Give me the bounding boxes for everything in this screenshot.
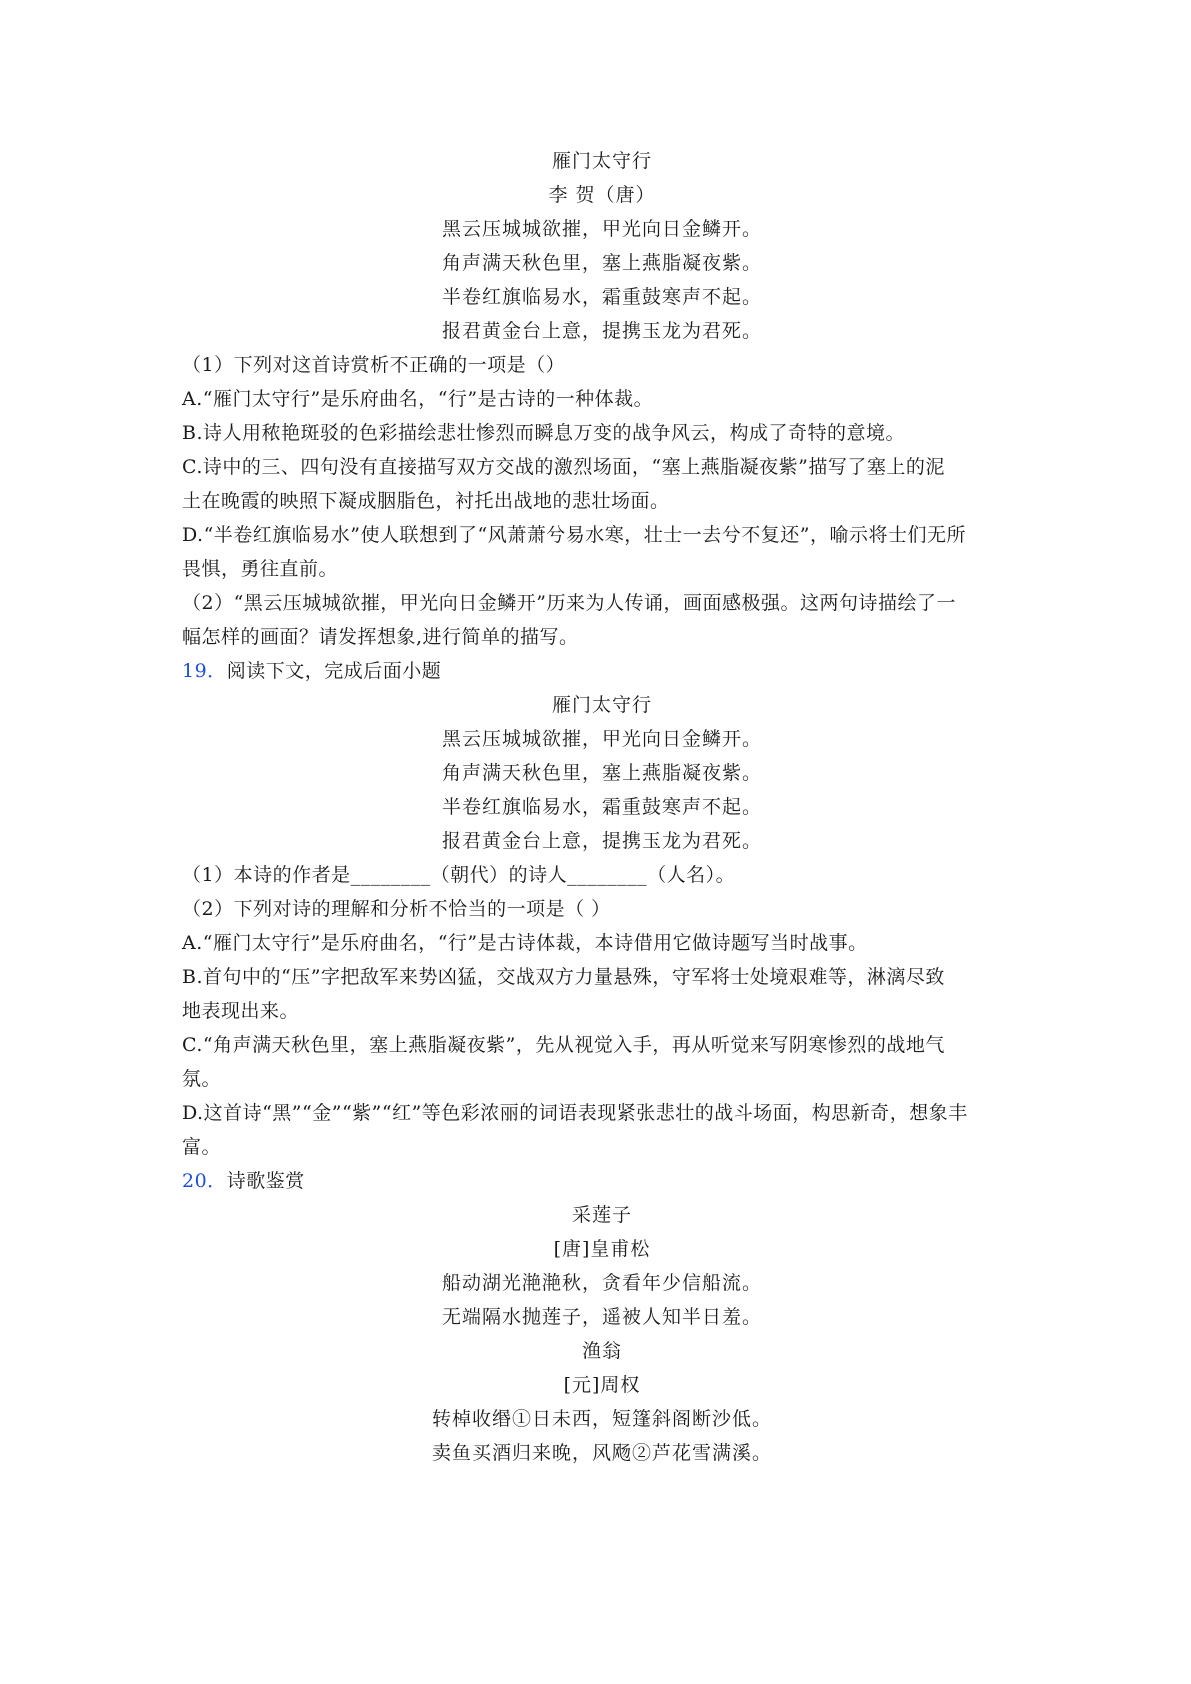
option-c-cont: 氛。 [182, 1068, 222, 1090]
poem-line: 船动湖光滟滟秋，贪看年少信船流。 [441, 1272, 762, 1294]
poem-line: 角声满天秋色里，塞上燕脂凝夜紫。 [441, 252, 762, 274]
poem-title: 雁门太守行 [551, 150, 652, 172]
poem-line: 黑云压城城欲摧，甲光向日金鳞开。 [441, 728, 762, 750]
poem-title: 雁门太守行 [551, 694, 652, 716]
option-c-cont: 土在晚霞的映照下凝成胭脂色，衬托出战地的悲壮场面。 [182, 490, 670, 512]
poem-title: 采莲子 [571, 1204, 632, 1226]
question-header [182, 1164, 1022, 1198]
option-a: A.“雁门太守行”是乐府曲名，“行”是古诗体裁，本诗借用它做诗题写当时战事。 [182, 932, 868, 954]
question-prompt: 诗歌鉴赏 [226, 1170, 305, 1192]
question-number: 19． [182, 660, 227, 682]
poem-line: 转棹收缗①日未西，短篷斜阁断沙低。 [431, 1408, 772, 1430]
option-b: B.诗人用秾艳斑驳的色彩描绘悲壮惨烈而瞬息万变的战争风云，构成了奇特的意境。 [182, 422, 906, 444]
poem-author: 李 贺（唐） [548, 184, 656, 206]
poem-line: 黑云压城城欲摧，甲光向日金鳞开。 [441, 218, 762, 240]
poem-line: 半卷红旗临易水，霜重鼓寒声不起。 [441, 796, 762, 818]
option-a: A.“雁门太守行”是乐府曲名，“行”是古诗的一种体裁。 [182, 388, 654, 410]
question-prompt: 阅读下文，完成后面小题 [226, 660, 442, 682]
page-content [182, 144, 1022, 1470]
poem-line: 报君黄金台上意，提携玉龙为君死。 [441, 830, 762, 852]
poem-line: 半卷红旗临易水，霜重鼓寒声不起。 [441, 286, 762, 308]
option-b-cont: 地表现出来。 [182, 1000, 300, 1022]
question-header [182, 654, 1022, 688]
question-number: 20． [182, 1170, 227, 1192]
poem-title: 渔翁 [581, 1340, 622, 1362]
option-d: D.这首诗“黑”“金”“紫”“红”等色彩浓丽的词语表现紧张悲壮的战斗场面，构思新奇，想象丰 [182, 1102, 968, 1124]
option-d: D.“半卷红旗临易水”使人联想到了“风萧萧兮易水寒，壮士一去兮不复还”，喻示将士们无所 [182, 524, 966, 546]
sub-question: （1）下列对这首诗赏析不正确的一项是（） [182, 354, 566, 376]
option-c: C.诗中的三、四句没有直接描写双方交战的激烈场面，“塞上燕脂凝夜紫”描写了塞上的泥 [182, 456, 945, 478]
poem-line: 卖鱼买酒归来晚，风飏②芦花雪满溪。 [431, 1442, 772, 1464]
sub-question: （2）“黑云压城城欲摧，甲光向日金鳞开”历来为人传诵，画面感极强。这两句诗描绘了一 [182, 592, 957, 614]
option-d-cont: 畏惧，勇往直前。 [182, 558, 339, 580]
option-c: C.“角声满天秋色里，塞上燕脂凝夜紫”，先从视觉入手，再从听觉来写阴寒惨烈的战地气 [182, 1034, 945, 1056]
option-d-cont: 富。 [182, 1136, 222, 1158]
option-b: B.首句中的“压”字把敌军来势凶猛，交战双方力量悬殊，守军将士处境艰难等，淋漓尽致 [182, 966, 945, 988]
poem-author: [元]周权 [563, 1374, 641, 1396]
poem-author: [唐]皇甫松 [553, 1238, 651, 1260]
sub-question: （2）下列对诗的理解和分析不恰当的一项是（ ） [182, 898, 611, 920]
poem-line: 无端隔水抛莲子，遥被人知半日羞。 [441, 1306, 762, 1328]
poem-line: 报君黄金台上意，提携玉龙为君死。 [441, 320, 762, 342]
sub-question-cont: 幅怎样的画面？请发挥想象,进行简单的描写。 [182, 626, 579, 648]
sub-question: （1）本诗的作者是________（朝代）的诗人________（人名）。 [182, 864, 736, 886]
poem-line: 角声满天秋色里，塞上燕脂凝夜紫。 [441, 762, 762, 784]
